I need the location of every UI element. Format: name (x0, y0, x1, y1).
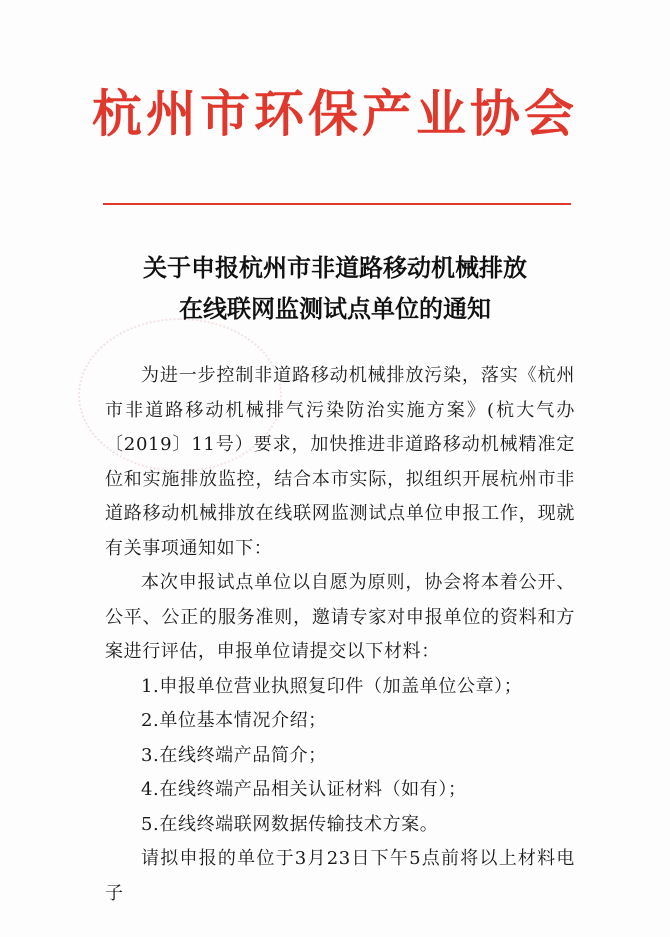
document-body (105, 359, 575, 911)
letterhead-divider (103, 203, 571, 205)
list-item: 1.申报单位营业执照复印件（加盖单位公章）； (141, 675, 523, 697)
list-item: 2.单位基本情况介绍； (141, 710, 327, 731)
list-item: 3.在线终端产品简介； (141, 744, 327, 766)
paragraph-intro: 为进一步控制非道路移动机械排放污染，落实《杭州市非道路移动机械排气污染防治实施方案》(杭大气办〔2019〕11号）要求，加快推进非道路移动机械精准定位和实施排放监控，结合本市实际，拟组织开展杭州市非道路移动机械排放在线联网监测试点单位申报工作，现就有关事项通知如下： (105, 365, 575, 559)
list-item: 5.在线终端联网数据传输技术方案。 (141, 813, 439, 835)
paragraph-requirements: 本次申报试点单位以自愿为原则，协会将本着公开、公平、公正的服务准则，邀请专家对申报单位的资料和方案进行评估，申报单位请提交以下材料： (105, 572, 575, 662)
list-item: 4.在线终端产品相关认证材料（如有）； (141, 779, 467, 800)
organization-letterhead: 杭州市环保产业协会 (92, 84, 578, 143)
document-title-line-2: 在线联网监测试点单位的通知 (179, 294, 491, 323)
paragraph-deadline: 请拟申报的单位于3月23日下午5点前将以上材料电子 (105, 848, 575, 904)
document-title-line-1: 关于申报杭州市非道路移动机械排放 (143, 253, 527, 282)
